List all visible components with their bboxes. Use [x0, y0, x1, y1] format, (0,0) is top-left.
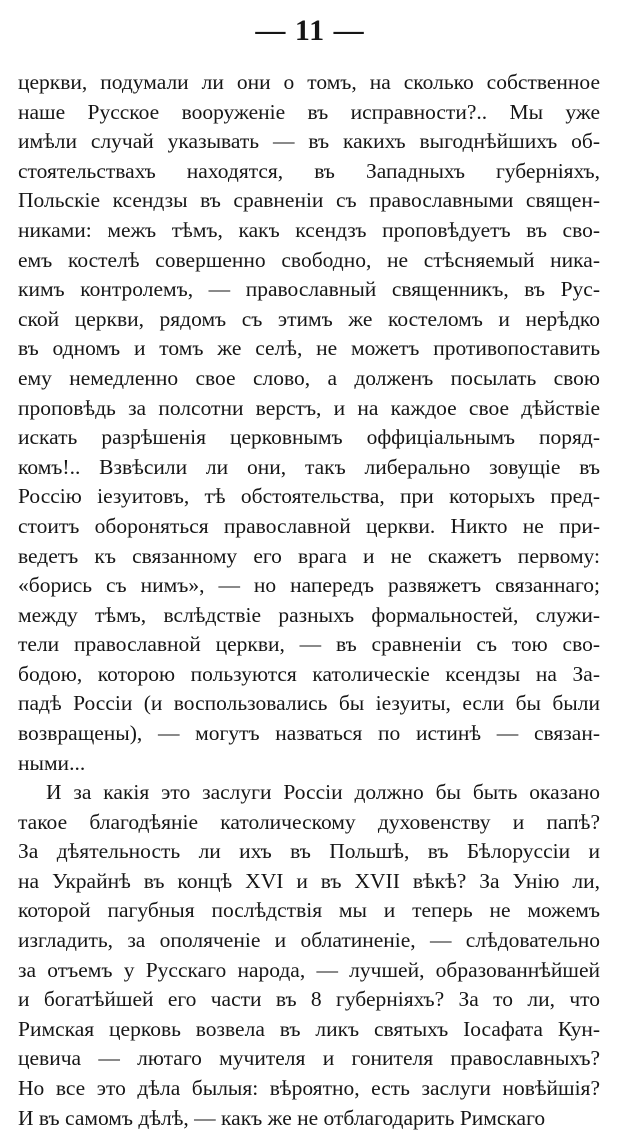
text-line: которой пагубныя послѣдствія мы и теперь не можемъ — [18, 898, 600, 923]
text-line: проповѣдь за полсотни верстъ, и на каждое свое дѣйствіе — [18, 395, 600, 420]
text-line: цевича — лютаго мучителя и гонителя православныхъ? — [18, 1046, 600, 1071]
text-line: ской церкви, рядомъ съ этимъ же костеломъ и нерѣдко — [18, 306, 600, 331]
text-line: Россію іезуитовъ, тѣ обстоятельства, при которыхъ пред- — [18, 484, 600, 509]
text-line: И въ самомъ дѣлѣ, — какъ же не отблагодарить Римскаго — [18, 1105, 546, 1130]
text-line: ведетъ къ связанному его врага и не скажетъ первому: — [18, 543, 600, 568]
text-line: за отъемъ у Русскаго народа, — лучшей, образованнѣйшей — [18, 957, 600, 982]
text-line: въ одномъ и томъ же селѣ, не можетъ противопоставить — [18, 336, 600, 361]
text-line: возвращены), — могутъ назваться по истинѣ — связан- — [18, 721, 600, 746]
text-line: тели православной церкви, — въ сравненіи съ тою сво- — [18, 632, 600, 657]
text-line: ему немедленно свое слово, а долженъ посылать свою — [18, 365, 600, 390]
page-number: — 11 — — [255, 14, 365, 47]
text-line: За дѣятельность ли ихъ въ Польшѣ, въ Бѣлоруссіи и — [18, 839, 600, 864]
text-line: стоитъ обороняться православной церкви. Никто не при- — [18, 513, 600, 538]
text-line: такое благодѣяніе католическому духовенству и папѣ? — [18, 809, 600, 834]
text-line: искать разрѣшенія церковнымъ оффиціальнымъ поряд- — [18, 425, 600, 450]
paragraph-2 — [18, 778, 600, 1133]
text-line: Римская церковь возвела въ ликъ святыхъ Іосафата Кун- — [18, 1016, 600, 1041]
text-line: стоятельствахъ находятся, въ Западныхъ губерніяхъ, — [18, 158, 600, 183]
text-line: «борись съ нимъ», — но напередъ развяжетъ связаннаго; — [18, 573, 600, 598]
text-line: Польскіе ксендзы въ сравненіи съ православными священ- — [18, 188, 600, 213]
text-line: никами: межъ тѣмъ, какъ ксендзъ проповѣдуетъ въ сво- — [18, 217, 600, 242]
text-line: ными... — [18, 750, 86, 775]
text-line: бодою, которою пользуются католическіе ксендзы на За- — [18, 661, 600, 686]
text-line: и богатѣйшей его части въ 8 губерніяхъ? За то ли, что — [18, 987, 600, 1012]
text-line: падѣ Россіи (и воспользовались бы іезуиты, если бы были — [18, 691, 600, 716]
text-line: комъ!.. Взвѣсили ли они, такъ либерально зовущіе въ — [18, 454, 600, 479]
text-line: на Украйнѣ въ концѣ XVI и въ XVII вѣкѣ? За Унію ли, — [18, 868, 600, 893]
text-line: И за какія это заслуги Россіи должно бы быть оказано — [46, 780, 600, 804]
paragraph-1 — [18, 68, 600, 778]
text-line: между тѣмъ, вслѣдствіе разныхъ формальностей, служи- — [18, 602, 600, 627]
text-line: емъ костелѣ совершенно свободно, не стѣсняемый ника- — [18, 247, 600, 272]
text-line: наше Русское вооруженіе въ исправности?.. Мы уже — [18, 99, 600, 124]
text-line: кимъ контролемъ, — православный священникъ, въ Рус- — [18, 277, 600, 302]
text-line: церкви, подумали ли они о томъ, на сколько собственное — [18, 70, 600, 94]
text-line: изгладить, за ополяченіе и облатиненіе, — слѣдовательно — [18, 927, 600, 952]
text-line: Но все это дѣла былыя: вѣроятно, есть заслуги новѣйшія? — [18, 1075, 600, 1100]
text-line: имѣли случай указывать — въ какихъ выгоднѣйшихъ об- — [18, 129, 600, 154]
